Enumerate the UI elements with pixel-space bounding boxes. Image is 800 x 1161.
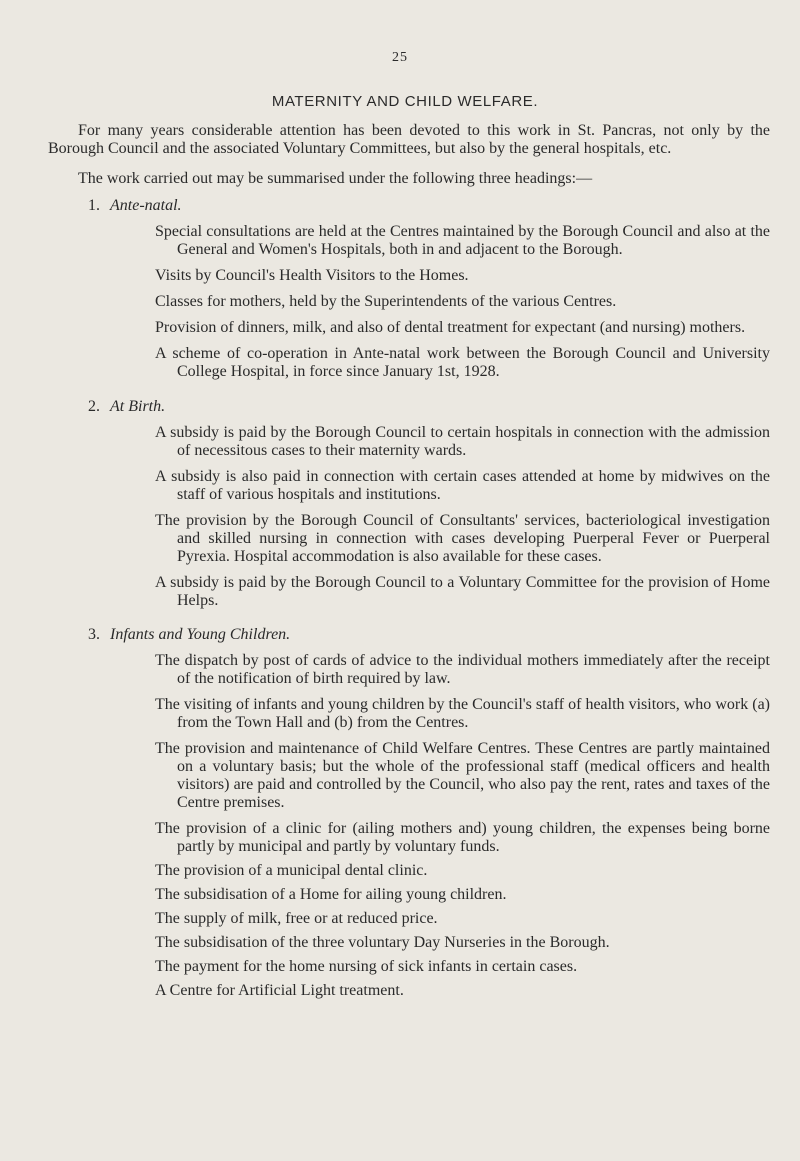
list-item: The provision by the Borough Council of Consultants' services, bacteriological investigation and skilled nursing in connection with cases developing Puerperal Fever or Puerperal Pyrexia. Hospital accommodation is also available for these cases.: [155, 512, 770, 565]
section-heading-at-birth: [88, 398, 770, 416]
list-item: A subsidy is also paid in connection with certain cases attended at home by midwives on the staff of various hospitals and institutions.: [155, 468, 770, 503]
section-number: 2.: [88, 398, 100, 415]
list-item: A scheme of co-operation in Ante-natal work between the Borough Council and University College Hospital, in force since January 1st, 1928.: [155, 345, 770, 380]
list-item: The provision and maintenance of Child Welfare Centres. These Centres are partly maintained on a voluntary basis; but the whole of the professional staff (medical officers and health visitors) are paid and controlled by the Council, who also pay the rent, rates and taxes of the Centre premises.: [155, 740, 770, 811]
list-item: Classes for mothers, held by the Superintendents of the various Centres.: [155, 293, 617, 310]
section-title: Ante-natal.: [110, 197, 182, 214]
list-item: Provision of dinners, milk, and also of dental treatment for expectant (and nursing) mothers.: [155, 319, 746, 336]
list-item: The provision of a clinic for (ailing mothers and) young children, the expenses being borne partly by municipal and partly by voluntary funds.: [155, 820, 770, 855]
list-item: The dispatch by post of cards of advice to the individual mothers immediately after the receipt of the notification of birth required by law.: [155, 652, 770, 687]
page-title: MATERNITY AND CHILD WELFARE.: [271, 93, 539, 110]
list-item: Visits by Council's Health Visitors to the Homes.: [155, 267, 469, 284]
list-item: The supply of milk, free or at reduced price.: [155, 910, 438, 927]
list-item: The visiting of infants and young children by the Council's staff of health visitors, who work (a) from the Town Hall and (b) from the Centres.: [155, 696, 770, 731]
list-item: A subsidy is paid by the Borough Council to a Voluntary Committee for the provision of Home Helps.: [155, 574, 770, 609]
list-item: The provision of a municipal dental clinic.: [155, 862, 428, 879]
section-number: 1.: [88, 197, 100, 214]
list-item: The subsidisation of the three voluntary Day Nurseries in the Borough.: [155, 934, 610, 951]
page-body: [48, 122, 770, 1000]
section-number: 3.: [88, 626, 100, 643]
section-title: At Birth.: [110, 398, 166, 415]
list-item: A Centre for Artificial Light treatment.: [155, 982, 404, 999]
list-item: The payment for the home nursing of sick infants in certain cases.: [155, 958, 578, 975]
section-heading-ante-natal: [88, 197, 770, 215]
section-heading-infants: [88, 626, 770, 644]
summary-paragraph: The work carried out may be summarised under the following three headings:—: [78, 170, 593, 187]
section-title: Infants and Young Children.: [110, 626, 291, 643]
list-item: A subsidy is paid by the Borough Council to certain hospitals in connection with the admission of necessitous cases to their maternity wards.: [155, 424, 770, 459]
intro-paragraph: For many years considerable attention has been devoted to this work in St. Pancras, not only by the Borough Council and the associated Voluntary Committees, but also by the general hospitals, etc.: [48, 122, 770, 157]
page-number: 25: [392, 50, 408, 65]
list-item: Special consultations are held at the Centres maintained by the Borough Council and also at the General and Women's Hospitals, both in and adjacent to the Borough.: [155, 223, 770, 258]
list-item: The subsidisation of a Home for ailing young children.: [155, 886, 507, 903]
